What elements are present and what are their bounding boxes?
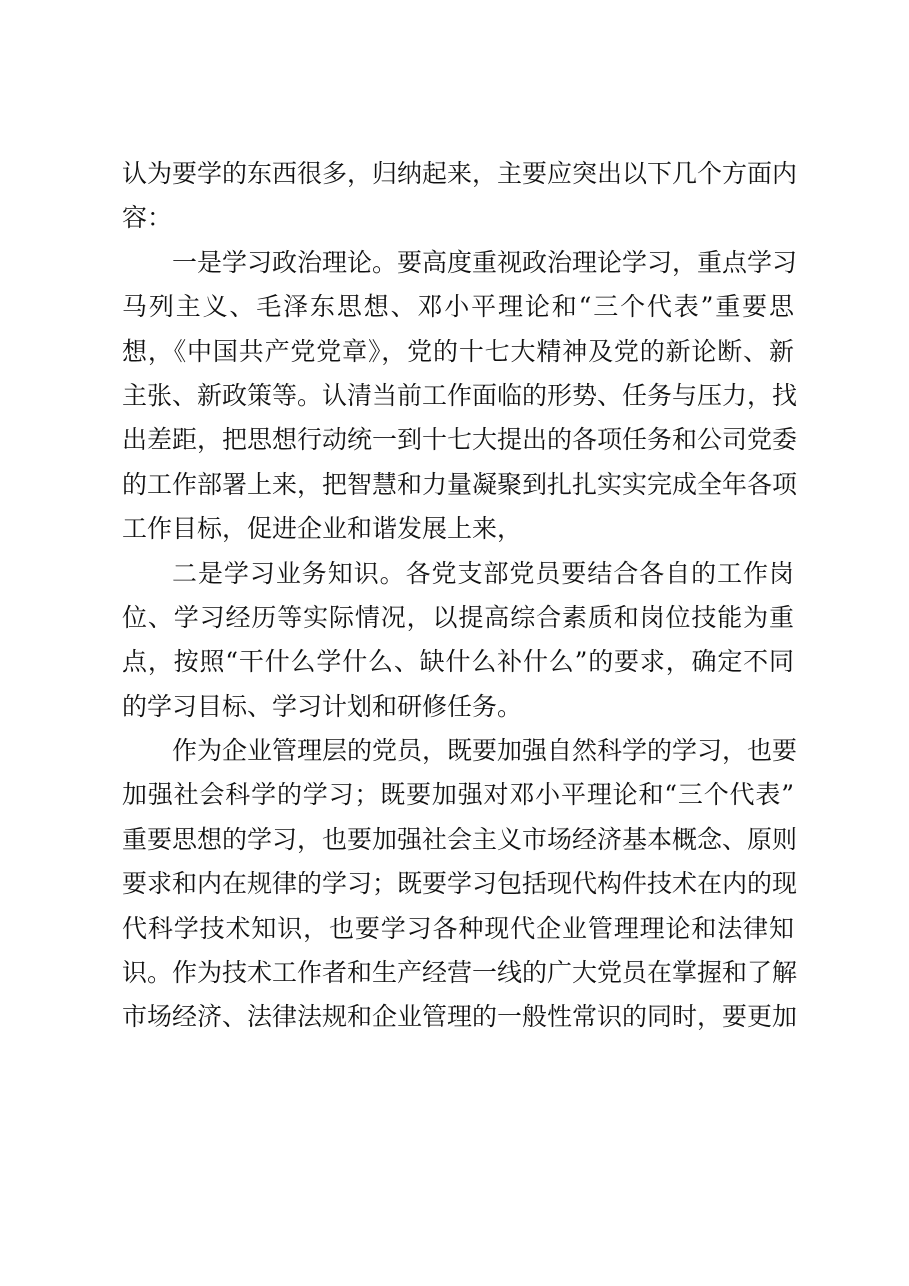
document-body xyxy=(122,152,798,1040)
text-line: 位、学习经历等实际情况，以提高综合素质和岗位技能为重 xyxy=(122,602,794,632)
text-line: 识。作为技术工作者和生产经营一线的广大党员在掌握和了解 xyxy=(122,958,798,988)
text-line: 想，《中国共产党党章》，党的十七大精神及党的新论断、新 xyxy=(122,336,794,366)
text-line: 市场经济、法律法规和企业管理的一般性常识的同时，要更加 xyxy=(122,1002,798,1032)
text-line: 马列主义、毛泽东思想、邓小平理论和“三个代表”重要思 xyxy=(122,292,794,322)
text-line: 的工作部署上来，把智慧和力量凝聚到扎扎实实完成全年各项 xyxy=(122,469,798,499)
text-line: 出差距，把思想行动统一到十七大提出的各项任务和公司党委 xyxy=(122,425,798,455)
text-line: 要求和内在规律的学习；既要学习包括现代构件技术在内的现 xyxy=(122,869,798,899)
paragraph-start-line: 二是学习业务知识。各党支部党员要结合各自的工作岗 xyxy=(172,558,794,588)
text-line: 工作目标，促进企业和谐发展上来， xyxy=(122,514,523,544)
text-line: 点，按照“干什么学什么、缺什么补什么”的要求，确定不同 xyxy=(122,647,794,677)
text-line: 重要思想的学习，也要加强社会主义市场经济基本概念、原则 xyxy=(122,824,798,854)
text-line: 代科学技术知识，也要学习各种现代企业管理理论和法律知 xyxy=(122,913,794,943)
text-line: 加强社会科学的学习；既要加强对邓小平理论和“三个代表” xyxy=(122,780,794,810)
paragraph-start-line: 作为企业管理层的党员，既要加强自然科学的学习，也要 xyxy=(172,736,798,766)
text-line: 认为要学的东西很多，归纳起来，主要应突出以下几个方面内 xyxy=(122,159,798,188)
paragraph-start-line: 一是学习政治理论。要高度重视政治理论学习，重点学习 xyxy=(172,247,798,277)
text-line: 容： xyxy=(122,203,173,233)
text-line: 的学习目标、学习计划和研修任务。 xyxy=(122,691,523,721)
text-line: 主张、新政策等。认清当前工作面临的形势、任务与压力，找 xyxy=(122,380,798,410)
